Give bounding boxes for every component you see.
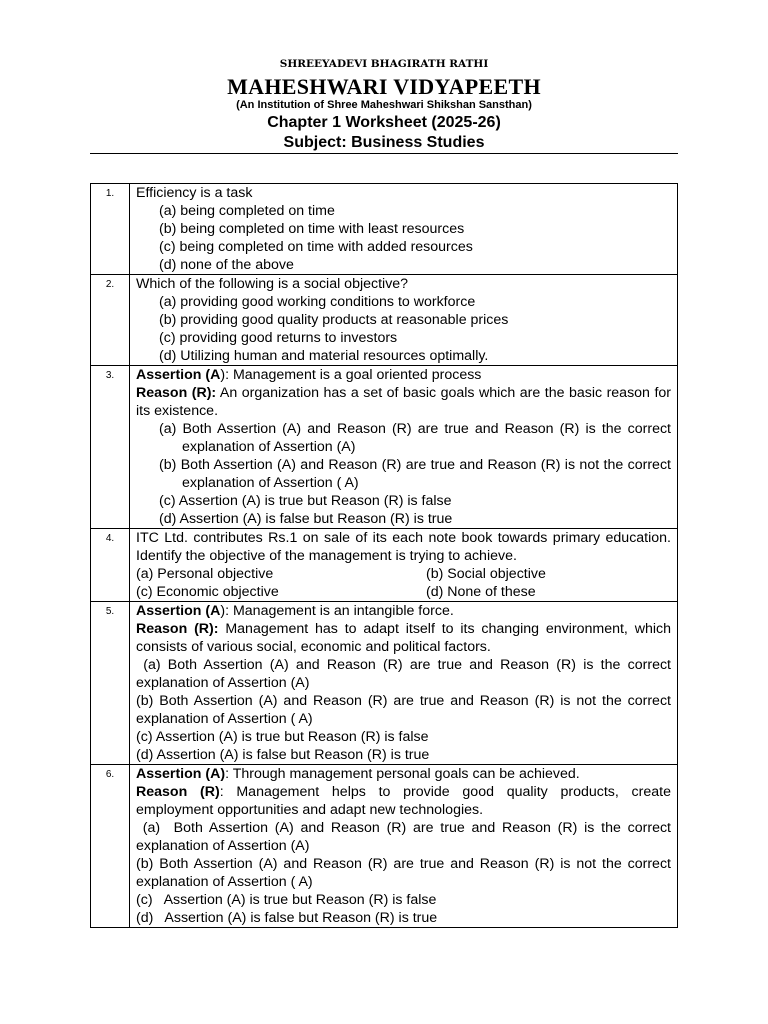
question-number: 4. <box>91 529 130 602</box>
question-row <box>91 184 678 275</box>
option: (b) Both Assertion (A) and Reason (R) are true and Reason (R) is not the correct explanation of Assertion ( A) <box>136 856 671 890</box>
school-name: MAHESHWARI VIDYAPEETH <box>227 74 541 99</box>
assertion-label: Assertion (A) <box>136 766 226 782</box>
assertion-text: ): Management is an intangible force. <box>220 603 454 619</box>
question-body <box>130 366 678 529</box>
option: (a) Personal objective <box>136 566 274 582</box>
assertion-text: ): Management is a goal oriented process <box>220 367 482 383</box>
option: (d) Assertion (A) is false but Reason (R) is true <box>136 747 430 763</box>
option: (b) Both Assertion (A) and Reason (R) are true and Reason (R) is not the correct explanation of Assertion ( A) <box>136 693 671 727</box>
header-divider <box>90 153 678 154</box>
question-body <box>130 275 678 366</box>
question-body <box>130 184 678 275</box>
option: (c) Assertion (A) is true but Reason (R) is false <box>159 493 452 509</box>
assertion-line <box>136 366 671 384</box>
option: (c) Assertion (A) is true but Reason (R) is false <box>136 729 429 745</box>
assertion-line <box>136 602 671 620</box>
reason-text: : Management helps to provide good quality products, create employment opportunities and adapt new technologies. <box>136 784 671 818</box>
assertion-line <box>136 765 671 783</box>
option: (c) being completed on time with added resources <box>159 239 473 255</box>
question-body <box>130 765 678 928</box>
reason-line <box>136 384 671 420</box>
question-number: 5. <box>91 602 130 765</box>
option: (d) none of the above <box>159 257 294 273</box>
question-body <box>130 602 678 765</box>
option: (a) Both Assertion (A) and Reason (R) are true and Reason (R) is the correct explanation of Assertion (A) <box>159 421 671 455</box>
option: (c) providing good returns to investors <box>159 330 398 346</box>
question-row <box>91 275 678 366</box>
reason-line <box>136 620 671 656</box>
reason-line <box>136 783 671 819</box>
option: (a) being completed on time <box>159 203 335 219</box>
option: (a) Both Assertion (A) and Reason (R) are true and Reason (R) is the correct explanation of Assertion (A) <box>136 657 675 691</box>
option: (c) Assertion (A) is true but Reason (R) is false <box>136 892 437 908</box>
question-number: 1. <box>91 184 130 275</box>
question-text: Efficiency is a task <box>136 185 253 201</box>
assertion-text: : Through management personal goals can be achieved. <box>225 766 580 782</box>
subject-line: Subject: Business Studies <box>283 134 485 151</box>
option-row <box>136 565 671 583</box>
option: (b) Both Assertion (A) and Reason (R) are true and Reason (R) is not the correct explanation of Assertion ( A) <box>159 457 671 491</box>
reason-text: Management has to adapt itself to its changing environment, which consists of various social, economic and political factors. <box>136 621 671 655</box>
reason-label: Reason (R) <box>136 784 220 800</box>
option: (a) providing good working conditions to workforce <box>159 294 476 310</box>
assertion-label: Assertion (A <box>136 367 221 383</box>
reason-text: An organization has a set of basic goals which are the basic reason for its existence. <box>136 385 671 419</box>
question-number: 3. <box>91 366 130 529</box>
question-text: ITC Ltd. contributes Rs.1 on sale of its each note book towards primary education. Identify the objective of the management is trying to achieve. <box>136 530 671 564</box>
option: (a) Both Assertion (A) and Reason (R) are true and Reason (R) is the correct explanation of Assertion (A) <box>136 820 675 854</box>
question-row <box>91 529 678 602</box>
trust-name: SHREEYADEVI BHAGIRATH RATHI <box>279 58 489 70</box>
option: (c) Economic objective <box>136 584 279 600</box>
option: (b) providing good quality products at reasonable prices <box>159 312 509 328</box>
question-body <box>130 529 678 602</box>
worksheet-title: Chapter 1 Worksheet (2025-26) <box>267 114 501 131</box>
option: (d) Assertion (A) is false but Reason (R) is true <box>159 511 453 527</box>
question-row <box>91 366 678 529</box>
question-text: Which of the following is a social objective? <box>136 276 409 292</box>
question-row <box>91 602 678 765</box>
question-table <box>90 183 678 928</box>
option: (b) Social objective <box>426 566 546 582</box>
option-row <box>136 583 671 601</box>
question-number: 2. <box>91 275 130 366</box>
reason-label: Reason (R): <box>136 621 219 637</box>
assertion-label: Assertion (A <box>136 603 221 619</box>
reason-label: Reason (R): <box>136 385 217 401</box>
option: (d) Assertion (A) is false but Reason (R) is true <box>136 910 438 926</box>
institution-line: (An Institution of Shree Maheshwari Shikshan Sansthan) <box>236 99 532 111</box>
question-row <box>91 765 678 928</box>
option: (b) being completed on time with least resources <box>159 221 465 237</box>
question-number: 6. <box>91 765 130 928</box>
option: (d) Utilizing human and material resources optimally. <box>159 348 489 364</box>
option: (d) None of these <box>426 584 536 600</box>
